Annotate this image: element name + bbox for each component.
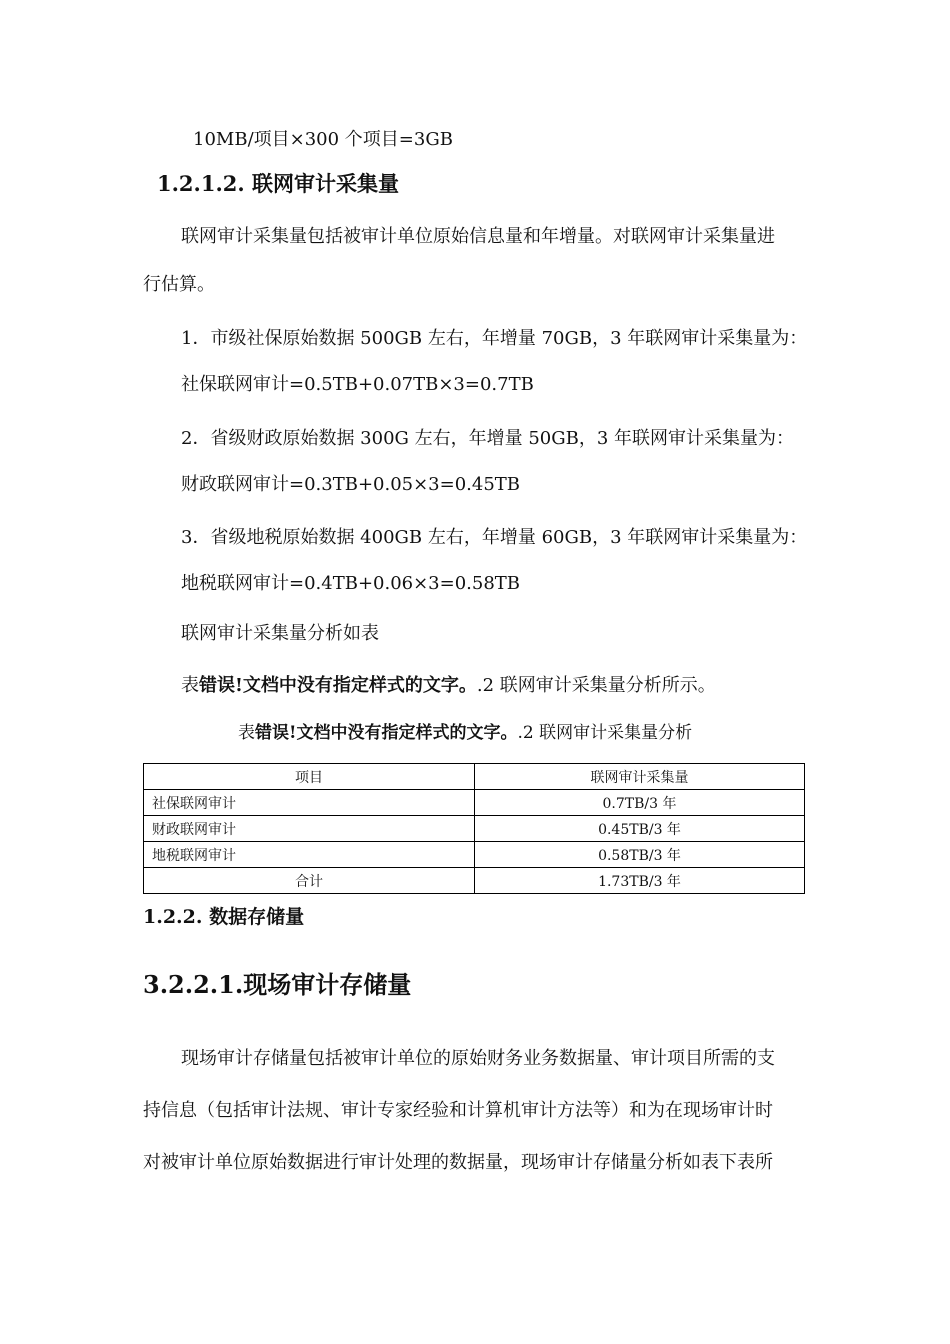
onsite-line-1: 现场审计存储量包括被审计单位的原始财务业务数据量、审计项目所需的支 xyxy=(181,1048,775,1069)
onsite-line-3: 对被审计单位原始数据进行审计处理的数据量，现场审计存储量分析如表下表所 xyxy=(143,1152,773,1173)
table-header-item: 项目 xyxy=(144,764,475,790)
item-1: 1．市级社保原始数据 500GB 左右，年增量 70GB，3 年联网审计采集量为： xyxy=(181,328,808,349)
table-header-row xyxy=(144,764,805,790)
caption-suffix: .2 联网审计采集量分析 xyxy=(517,723,693,743)
table-reference xyxy=(181,674,716,698)
table-row xyxy=(144,842,805,868)
item-3-calc: 地税联网审计=0.4TB+0.06×3=0.58TB xyxy=(181,573,521,594)
analysis-intro: 联网审计采集量分析如表 xyxy=(181,623,379,644)
table-cell-volume: 0.7TB/3 年 xyxy=(475,790,805,816)
table-header-volume: 联网审计采集量 xyxy=(475,764,805,790)
table-caption xyxy=(238,721,692,745)
ref-suffix: .2 联网审计采集量分析所示。 xyxy=(476,675,716,696)
table-row xyxy=(144,816,805,842)
onsite-line-2: 持信息（包括审计法规、审计专家经验和计算机审计方法等）和为在现场审计时 xyxy=(143,1100,773,1121)
storage-calc-line: 10MB/项目×300 个项目=3GB xyxy=(193,129,453,150)
table-total-row xyxy=(144,868,805,894)
item-2-calc: 财政联网审计=0.3TB+0.05×3=0.45TB xyxy=(181,474,521,495)
collection-volume-table xyxy=(143,763,805,894)
caption-prefix: 表 xyxy=(238,723,255,743)
table-cell-volume: 0.58TB/3 年 xyxy=(475,842,805,868)
intro-line-2: 行估算。 xyxy=(143,274,215,295)
intro-line-1: 联网审计采集量包括被审计单位原始信息量和年增量。对联网审计采集量进 xyxy=(181,226,775,247)
table-cell-item: 财政联网审计 xyxy=(144,816,475,842)
table-row xyxy=(144,790,805,816)
table-cell-total-volume: 1.73TB/3 年 xyxy=(475,868,805,894)
caption-error-text: 错误!文档中没有指定样式的文字。 xyxy=(255,723,518,743)
heading-1-2-2: 1.2.2. 数据存储量 xyxy=(143,906,305,928)
table-cell-total-label: 合计 xyxy=(144,868,475,894)
item-3: 3．省级地税原始数据 400GB 左右，年增量 60GB，3 年联网审计采集量为： xyxy=(181,527,808,548)
table-cell-volume: 0.45TB/3 年 xyxy=(475,816,805,842)
table-cell-item: 社保联网审计 xyxy=(144,790,475,816)
table-cell-item: 地税联网审计 xyxy=(144,842,475,868)
ref-prefix: 表 xyxy=(181,675,199,696)
item-2: 2．省级财政原始数据 300G 左右，年增量 50GB，3 年联网审计采集量为： xyxy=(181,428,795,449)
ref-error-text: 错误!文档中没有指定样式的文字。 xyxy=(199,675,477,696)
heading-1-2-1-2: 1.2.1.2. 联网审计采集量 xyxy=(157,171,400,196)
heading-3-2-2-1: 3.2.2.1.现场审计存储量 xyxy=(143,970,412,999)
item-1-calc: 社保联网审计=0.5TB+0.07TB×3=0.7TB xyxy=(181,374,534,395)
